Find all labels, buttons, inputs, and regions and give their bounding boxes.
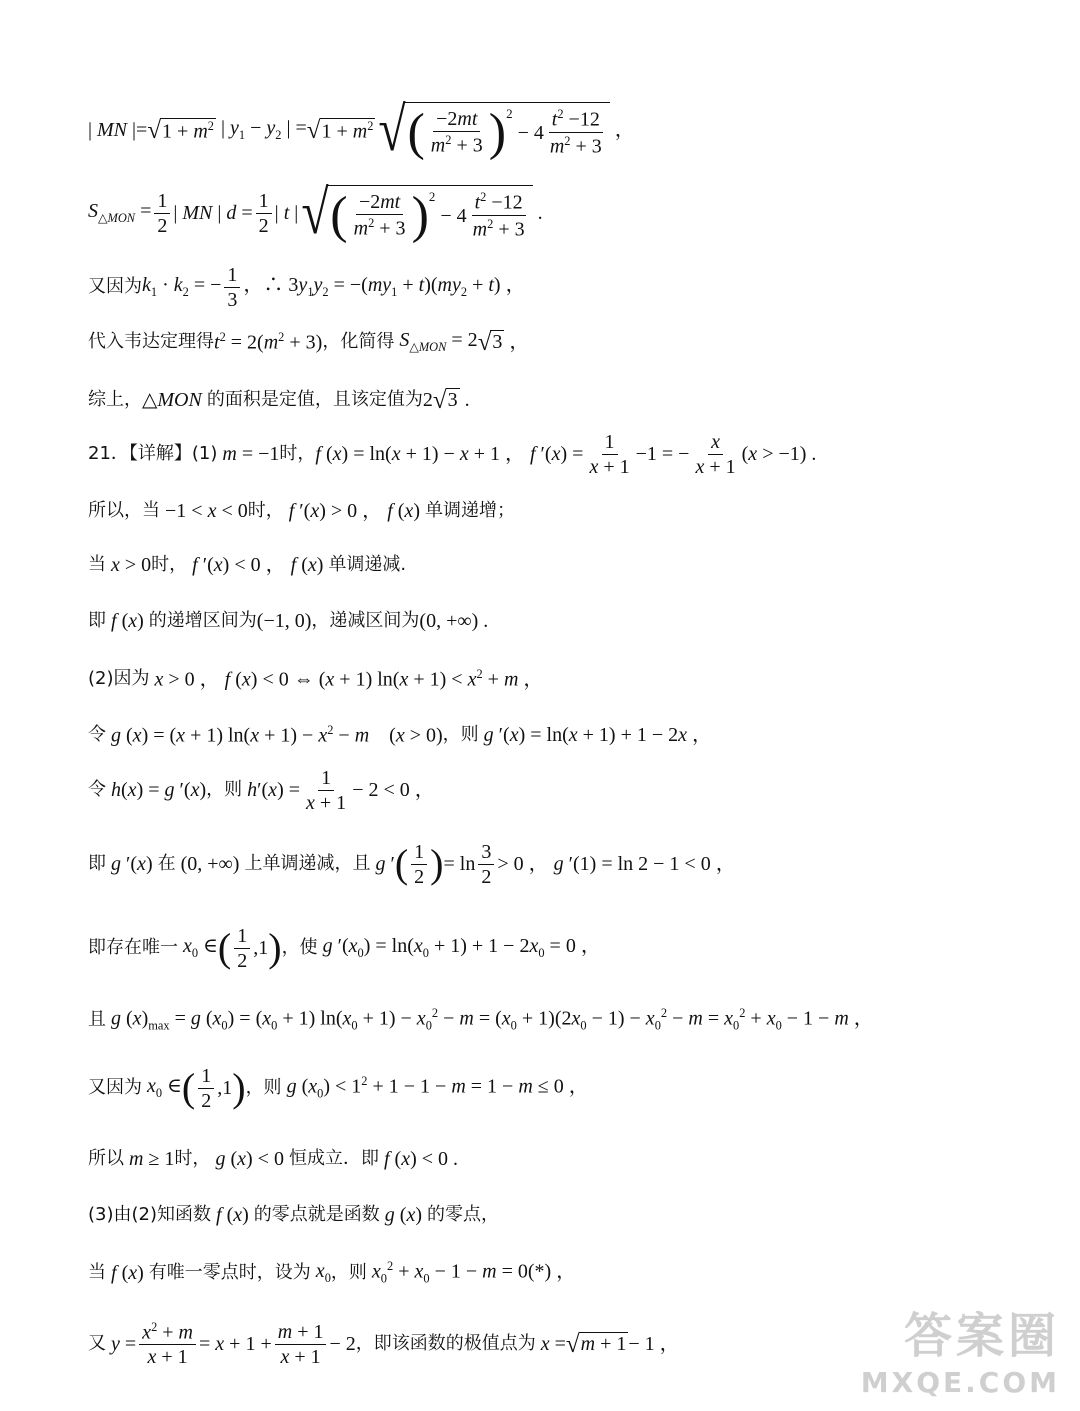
label-youyinwei: 又因为 [88,276,142,297]
label-shi: 时， [279,443,316,464]
line-g-def: 令 g (x) = (x + 1) $\ln(x + 1) - x^2 - m$ (x > 0) ，则 g ′(x) = ln(x + 1) + 1 − 2x ， [88,723,713,747]
label-jiguanshu: ，即该函数的极值点为 [355,1333,536,1354]
formula-area: $S_{\triangle MON}$ = $\frac{1}{2}$ | MN | d = $\frac{1}{2}$ | t | √ ( $\frac{-2mt}{m^2 + 3}$ ) $^2$ − 4 $\frac{t^2 -12}{m^2 + 3}$ . [88,179,543,247]
line-increasing: 所以，当 −1 < x < 0 时， f ′(x) > 0 ， f (x) 单调递增； [88,500,515,522]
line-unique-zero: 当 f (x) 有唯一零点时，设为 $x_0$ ，则 $x_0^2 + x_0 - 1 - m = 0(*)$ ， [88,1259,577,1287]
line-m-ge-1: 所以 m ≥ 1 时， g (x) < 0 恒成立．即 f (x) < 0 . [88,1148,459,1170]
label-dijian: ，递减区间为 [311,610,420,631]
label-jicunzai: 即存在唯一 [88,937,178,958]
label-ze: ，则 [442,724,479,745]
label-hengchengli: 恒成立．即 [288,1148,379,1169]
line-vieta: 代入韦达定理得 $t^2 = 2(m^2 + 3)$ ，化简得 $S_{\triangle MON} = 2$ √ 3 ， [88,328,530,356]
line-part2: (2)因为 x > 0 ， f (x) < 0 ⇔ (x + 1) $\ln(x + 1) < x^2 + m$ ， [88,667,544,691]
line-gprime-decrease: 即 g ′(x) 在 (0, +∞) 上单调递减，且 g ′ ( $\frac{1}{2}$ ) = ln $\frac{3}{2}$ > 0 ， g ′(1) = ln 2 − 1 < 0 ， [88,840,736,888]
line-h-def: 令 h(x) = g ′(x) ，则 h′(x) = $\frac{1}{x + 1}$ − 2 < 0 ， [88,766,435,814]
label-zai: 在 [157,853,176,874]
formula-mn-length: | MN |= √ $1 + m^2$ | $y_1 - y_2$ | = √ $1 + m^2$ √ ( $\frac{-2mt}{m^2 + 3}$ ) $^2$ − 4 $\frac{t^2 -12}{m^2 + 3}$ ， [88,96,635,164]
label-you: 又 [88,1333,106,1354]
label-area-text: 的面积是定值，且该定值为 [206,389,423,410]
label-ji: 即 [88,610,106,631]
label-dang: 当 [88,554,106,575]
label-ling: 令 [88,724,106,745]
label-shangdandiao: 上单调递减，且 [244,853,371,874]
watermark [861,1297,1060,1399]
label-qie: 且 [88,1009,106,1030]
line-conclusion: 综上， △MON 的面积是定值，且该定值为 2 √ 3 . [88,386,470,414]
label-daiyu: 代入韦达定理得 [88,331,214,352]
label-shi3: 时， [174,1148,211,1169]
label-huajian: ，化简得 [322,331,395,352]
line-x0-exists: 即存在唯一 $x_0$ ∈ ( $\frac{1}{2}$ ,1 ) ，使 g $'(x_0) = \ln(x_0 + 1) + 1 - 2x_0 = 0$ ， [88,924,601,972]
line-y-expr: 又 y = $\frac{x^2 + m}{x + 1}$ = x + 1 + $\frac{m + 1}{x + 1}$ − 2 ，即该函数的极值点为 x = √ m + 1 − 1 ， [88,1319,680,1369]
watermark-logo: 答案圈 [903,1308,1060,1364]
label-zongshang: 综上， [88,389,142,410]
label-suoyim: 所以 [88,1148,124,1169]
label-suoyi: 所以，当 [88,500,160,521]
line-g-bound: 又因为 $x_0$ ∈ ( $\frac{1}{2}$ ,1 ) ，则 g $(x_0) < 1^2 + 1 - 1 - m = 1 - m \le 0$ ， [88,1064,589,1112]
line-k1k2: 又因为 $k_1 \cdot k_2$ = − $\frac{1}{3}$ ，∴ $3y_1y_2 = -(my_1 + t)(my_2 + t)$ ， [88,263,526,311]
label-shi2: ，使 [281,937,318,958]
label-p2: (2)因为 [88,668,150,689]
line-decreasing: 当 x > 0 时， f ′(x) < 0 ， f (x) 单调递减. [88,554,407,576]
line-part3: (3)由(2)知函数 f (x) 的零点就是函数 g (x) 的零点， [88,1204,500,1226]
label-de-dizeng: 的递增区间为 [148,610,257,631]
label-dandiaojian: 单调递减. [328,554,407,575]
label-de-lingdian: 的零点就是函数 [253,1204,380,1225]
label-q21: 21．【详解】(1) [88,443,218,464]
label-de-lingdian2: 的零点， [427,1204,500,1225]
label-p3: (3)由(2)知函数 [88,1204,211,1225]
line-intervals: 即 f (x) 的递增区间为 (−1, 0) ，递减区间为 (0, +∞) . [88,610,489,632]
line-q21: 21．【详解】(1) m = −1 时， f (x) = ln(x + 1) − x + 1 ， f ′(x) = $\frac{1}{x + 1}$ −1 = − $\frac{x}{x + 1}$ (x > −1) . [88,430,817,478]
label-you-wei: 有唯一零点时，设为 [148,1262,311,1283]
label-dandiaozeng: 单调递增； [424,500,515,521]
watermark-url: MXQE.COM [860,1366,1060,1399]
line-gmax: 且 g $(x)_{max} = g$ $(x_0) = (x_0 + 1) \ln(x_0 + 1) - x_0^2 - m = (x_0 + 1)(2x_0 - 1) - x_0^2 - m = x_0^2 + x_0 - 1 - m$ ， [88,1006,874,1034]
